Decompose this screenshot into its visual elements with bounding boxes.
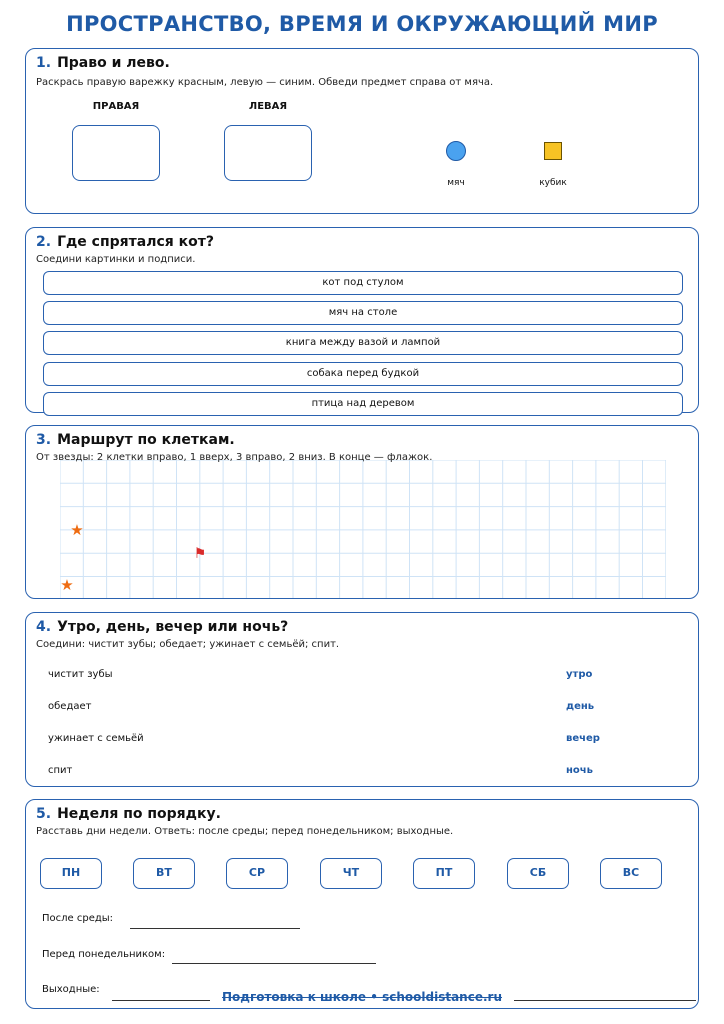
day-box-fri[interactable]: ПТ <box>413 858 475 889</box>
section-right-left <box>25 48 699 214</box>
section-instruction: Раскрась правую варежку красным, левую — синим. Обведи предмет справа от мяча. <box>36 77 494 88</box>
section-title: Где спрятался кот? <box>57 234 214 250</box>
day-box-tue[interactable]: ВТ <box>133 858 195 889</box>
section-heading <box>36 619 288 635</box>
caption-box[interactable]: собака перед будкой <box>43 362 683 386</box>
section-number: 4. <box>36 619 52 635</box>
section-instruction: От звезды: 2 клетки вправо, 1 вверх, 3 вправо, 2 вниз. В конце — флажок. <box>36 452 433 463</box>
section-title: Неделя по порядку. <box>57 806 221 822</box>
activity-item[interactable]: ужинает с семьёй <box>48 733 144 744</box>
star-icon: ★ <box>60 576 74 594</box>
time-of-day-item[interactable]: утро <box>566 669 593 680</box>
page-title: ПРОСТРАНСТВО, ВРЕМЯ И ОКРУЖАЮЩИЙ МИР <box>66 12 658 36</box>
time-of-day-item[interactable]: вечер <box>566 733 600 744</box>
section-instruction: Расставь дни недели. Ответь: после среды; перед понедельником; выходные. <box>36 826 454 837</box>
section-instruction: Соедини картинки и подписи. <box>36 254 196 265</box>
ball-icon[interactable] <box>446 141 466 161</box>
section-where-cat <box>25 227 699 413</box>
flag-icon: ⚑ <box>193 546 207 562</box>
section-title: Маршрут по клеткам. <box>57 432 235 448</box>
day-box-thu[interactable]: ЧТ <box>320 858 382 889</box>
caption-box[interactable]: книга между вазой и лампой <box>43 331 683 355</box>
section-time-of-day <box>25 612 699 787</box>
star-icon: ★ <box>70 521 84 539</box>
activity-item[interactable]: обедает <box>48 701 92 712</box>
caption-box[interactable]: кот под стулом <box>43 271 683 295</box>
ball-label: мяч <box>447 178 465 188</box>
section-heading <box>36 432 235 448</box>
section-number: 3. <box>36 432 52 448</box>
time-of-day-item[interactable]: день <box>566 701 595 712</box>
section-heading <box>36 806 221 822</box>
route-grid[interactable] <box>60 460 666 598</box>
caption-box[interactable]: мяч на столе <box>43 301 683 325</box>
section-title: Право и лево. <box>57 55 170 71</box>
cube-icon[interactable] <box>544 142 562 160</box>
activity-item[interactable]: чистит зубы <box>48 669 113 680</box>
day-box-sun[interactable]: ВС <box>600 858 662 889</box>
footer-text: Подготовка к школе • schooldistance.ru <box>221 990 502 1004</box>
caption-box[interactable]: птица над деревом <box>43 392 683 416</box>
grid-lines <box>60 460 666 598</box>
section-number: 2. <box>36 234 52 250</box>
mitten-label-right: ПРАВАЯ <box>92 101 140 112</box>
answer-line[interactable] <box>172 963 376 964</box>
right-mitten-box[interactable] <box>72 125 160 181</box>
section-number: 1. <box>36 55 52 71</box>
section-week-order <box>25 799 699 1009</box>
section-number: 5. <box>36 806 52 822</box>
section-route <box>25 425 699 599</box>
section-heading <box>36 234 214 250</box>
cube-label: кубик <box>539 178 567 188</box>
section-title: Утро, день, вечер или ночь? <box>57 619 289 635</box>
mitten-label-left: ЛЕВАЯ <box>248 101 288 112</box>
answer-line[interactable] <box>130 928 300 929</box>
section-instruction: Соедини: чистит зубы; обедает; ужинает с семьёй; спит. <box>36 639 340 650</box>
answer-label-weekend: Выходные: <box>42 984 100 995</box>
activity-item[interactable]: спит <box>48 765 73 776</box>
day-box-sat[interactable]: СБ <box>507 858 569 889</box>
answer-label-before-monday: Перед понедельником: <box>42 949 166 960</box>
time-of-day-item[interactable]: ночь <box>566 765 593 776</box>
answer-label-after-wednesday: После среды: <box>42 913 114 924</box>
day-box-wed[interactable]: СР <box>226 858 288 889</box>
footer <box>0 990 724 1004</box>
left-mitten-box[interactable] <box>224 125 312 181</box>
day-box-mon[interactable]: ПН <box>40 858 102 889</box>
section-heading <box>36 55 170 71</box>
